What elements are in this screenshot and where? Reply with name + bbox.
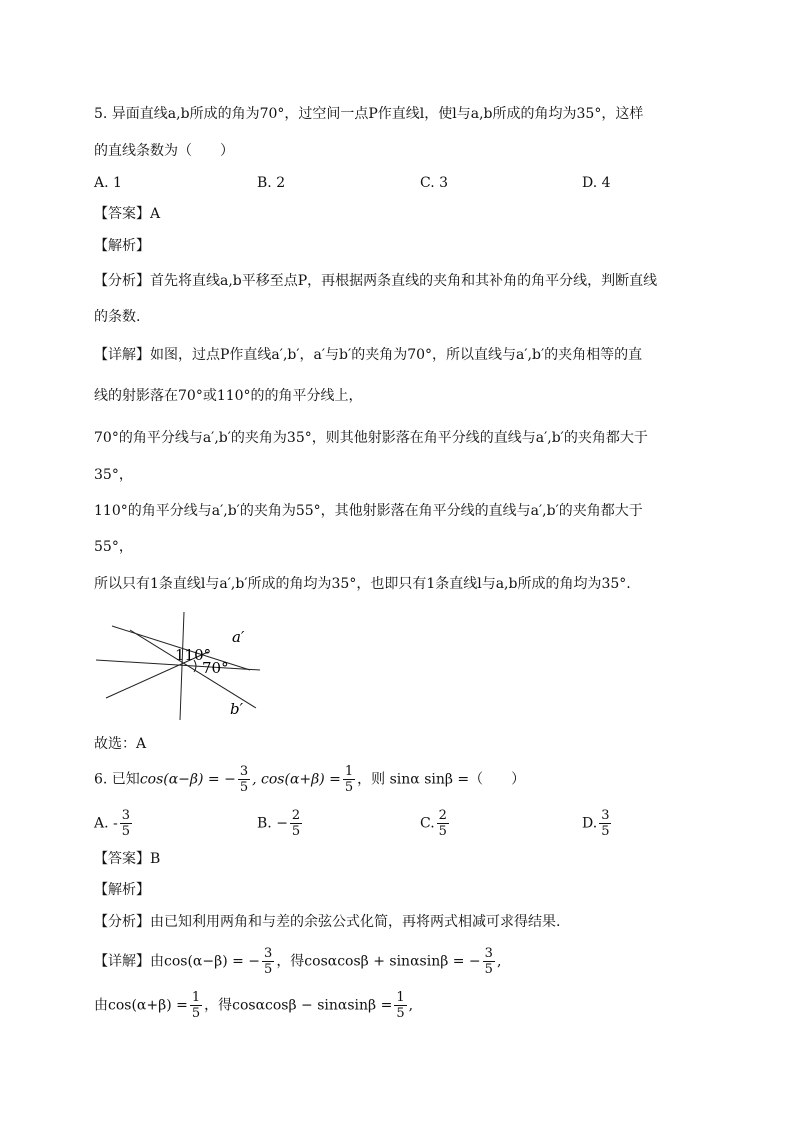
q5-choice-b: B. 2 bbox=[257, 175, 286, 191]
q6-cos-plus: , cos(α+β) = bbox=[252, 771, 341, 788]
q5-choice-a: A. 1 bbox=[94, 175, 122, 191]
q5-xiangjie-line4: 35°， bbox=[94, 467, 133, 483]
q5-fenxi-line2: 的条数. bbox=[94, 309, 141, 325]
q6-xiangjie-line2: 由cos(α+β) = $\frac{1}{5}$ ，得cosαcosβ − sinαsinβ = $\frac{1}{5}$ , bbox=[94, 990, 414, 1021]
q6-stem-prefix: 6. 已知 bbox=[94, 771, 140, 788]
q5-analysis-head: 【解析】 bbox=[94, 238, 150, 254]
q5-choice-c: C. 3 bbox=[420, 175, 449, 191]
q5-xiangjie-line3: 70°的角平分线与a′,b′的夹角为35°，则其他射影落在角平分线的直线与a′,b′的夹角都大于 bbox=[94, 430, 648, 446]
label-b-prime: b′ bbox=[230, 700, 244, 718]
q6-frac2: $\frac{1}{5}$ bbox=[344, 764, 354, 795]
q5-xiangjie-line6: 55°， bbox=[94, 539, 133, 555]
q6-choice-c: C. $\frac{2}{5}$ bbox=[420, 808, 447, 839]
q6-fenxi: 【分析】由已知利用两角和与差的余弦公式化简，再将两式相减可求得结果. bbox=[94, 914, 561, 930]
angle-110-label: 110° bbox=[175, 646, 212, 664]
label-a-prime: a′ bbox=[232, 628, 245, 646]
q6-stem bbox=[94, 764, 525, 795]
q5-choice-d: D. 4 bbox=[582, 175, 611, 191]
q6-choice-d: D. $\frac{3}{5}$ bbox=[582, 808, 610, 839]
q5-xiangjie-line1: 【详解】如图，过点P作直线a′,b′，a′与b′的夹角为70°，所以直线与a′,b′的夹角相等的直 bbox=[94, 347, 643, 363]
q5-xiangjie-line5: 110°的角平分线与a′,b′的夹角为55°，其他射影落在角平分线的直线与a′,b′的夹角都大于 bbox=[94, 503, 643, 519]
q6-answer: 【答案】B bbox=[94, 851, 161, 867]
q5-guxuan: 故选：A bbox=[94, 736, 147, 752]
q5-fenxi-line1: 【分析】首先将直线a,b平移至点P，再根据两条直线的夹角和其补角的角平分线，判断直线 bbox=[94, 273, 658, 289]
q6-choice-a: A. - $\frac{3}{5}$ bbox=[94, 808, 131, 839]
q5-xiangjie-line2: 线的射影落在70°或110°的的角平分线上， bbox=[94, 388, 363, 404]
q6-cos-minus: cos(α−β) = − bbox=[139, 771, 236, 788]
steep-line bbox=[180, 612, 184, 720]
q6-stem-suffix: ，则 sinα sinβ =（ ） bbox=[357, 771, 526, 788]
q6-choice-b: B. − $\frac{2}{5}$ bbox=[257, 808, 301, 839]
q5-stem-line2: 的直线条数为（ ） bbox=[94, 143, 234, 159]
q6-frac1: $\frac{3}{5}$ bbox=[239, 764, 249, 795]
q5-xiangjie-line7: 所以只有1条直线l与a′,b′所成的角均为35°，也即只有1条直线l与a,b所成的角均为35°. bbox=[94, 576, 631, 592]
q6-analysis-head: 【解析】 bbox=[94, 882, 150, 898]
q5-stem-line1: 5. 异面直线a,b所成的角为70°，过空间一点P作直线l，使l与a,b所成的角均为35°，这样 bbox=[94, 106, 644, 122]
angle-figure bbox=[90, 608, 270, 724]
q6-xiangjie-line1: 【详解】由cos(α−β) = − $\frac{3}{5}$ ，得cosαcosβ + sinαsinβ = − $\frac{3}{5}$ , bbox=[94, 946, 502, 977]
angle-70-label: 70° bbox=[202, 659, 229, 677]
q5-answer: 【答案】A bbox=[94, 206, 161, 222]
